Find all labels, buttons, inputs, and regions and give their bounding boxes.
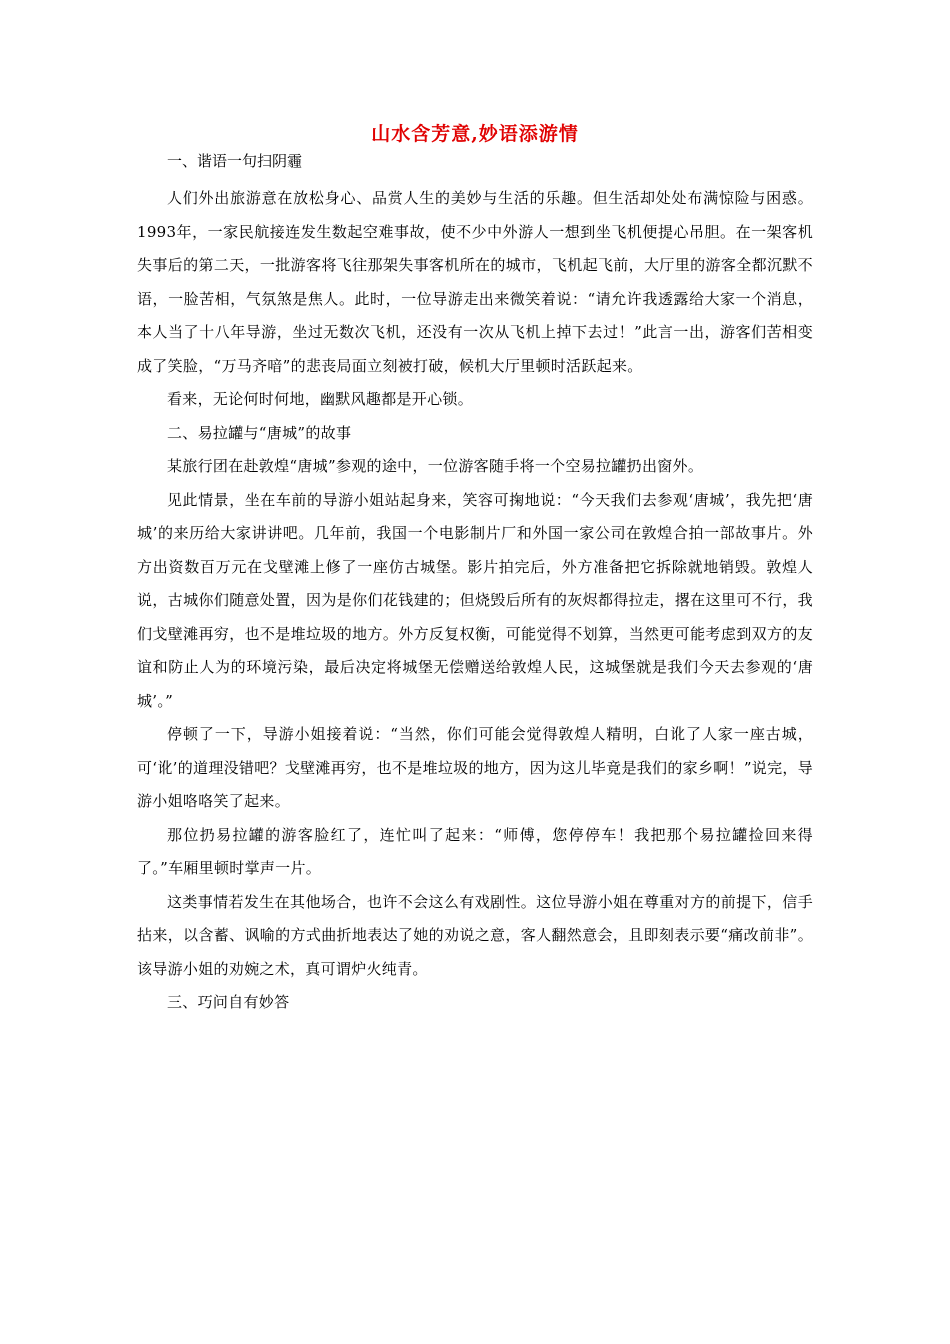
paragraph: 人们外出旅游意在放松身心、品赏人生的美妙与生活的乐趣。但生活却处处布满惊险与困惑。1993年，一家民航接连发生数起空难事故，使不少中外游人一想到坐飞机便提心吊胆。在一架客机失事后的第二天，一批游客将飞往那架失事客机所在的城市，飞机起飞前，大厅里的游客全都沉默不语，一脸苦相，气氛煞是焦人。此时，一位导游走出来微笑着说：“请允许我透露给大家一个消息，本人当了十八年导游，坐过无数次飞机，还没有一次从飞机上掉下去过！”此言一出，游客们苦相变成了笑脸，“万马齐喑”的悲丧局面立刻被打破，候机大厅里顿时活跃起来。 <box>137 189 813 375</box>
paragraph: 这类事情若发生在其他场合，也许不会这么有戏剧性。这位导游小姐在尊重对方的前提下，信手拈来，以含蓄、讽喻的方式曲折地表达了她的劝说之意，客人翻然意会，且即刻表示要“痛改前非”。该导游小姐的劝婉之术，真可谓炉火纯青。 <box>137 892 813 978</box>
document-title: 山水含芳意,妙语添游情 <box>371 123 579 145</box>
paragraph: 看来，无论何时何地，幽默风趣都是开心锁。 <box>167 390 474 408</box>
spacer <box>137 174 813 182</box>
section-heading-3: 三、巧问自有妙答 <box>167 993 290 1011</box>
paragraph: 某旅行团在赴敦煌“唐城”参观的途中，一位游客随手将一个空易拉罐扔出窗外。 <box>167 457 704 475</box>
paragraph: 那位扔易拉罐的游客脸红了，连忙叫了起来：“师傅，您停停车！我把那个易拉罐捡回来得了。”车厢里顿时掌声一片。 <box>137 825 813 877</box>
paragraph: 见此情景，坐在车前的导游小姐站起身来，笑容可掬地说：“今天我们去参观‘唐城’，我先把‘唐城’的来历给大家讲讲吧。几年前，我国一个电影制片厂和外国一家公司在敦煌合拍一部故事片。外方出资数百万元在戈壁滩上修了一座仿古城堡。影片拍完后，外方准备把它拆除就地销毁。敦煌人说，古城你们随意处置，因为是你们花钱建的；但烧毁后所有的灰烬都得拉走，撂在这里可不行，我们戈壁滩再穷，也不是堆垃圾的地方。外方反复权衡，可能觉得不划算，当然更可能考虑到双方的友谊和防止人为的环境污染，最后决定将城堡无偿赠送给敦煌人民，这城堡就是我们今天去参观的‘唐城’。” <box>137 490 813 710</box>
section-heading-2: 二、易拉罐与“唐城”的故事 <box>167 423 352 442</box>
paragraph: 停顿了一下，导游小姐接着说：“当然，你们可能会觉得敦煌人精明，白讹了人家一座古城，可‘讹’的道理没错吧？戈壁滩再穷，也不是堆垃圾的地方，因为这儿毕竟是我们的家乡啊！”说完，导游小姐咯咯笑了起来。 <box>137 725 814 810</box>
section-heading-1: 一、谐语一句扫阴霾 <box>167 152 303 170</box>
document-page <box>137 120 813 1020</box>
